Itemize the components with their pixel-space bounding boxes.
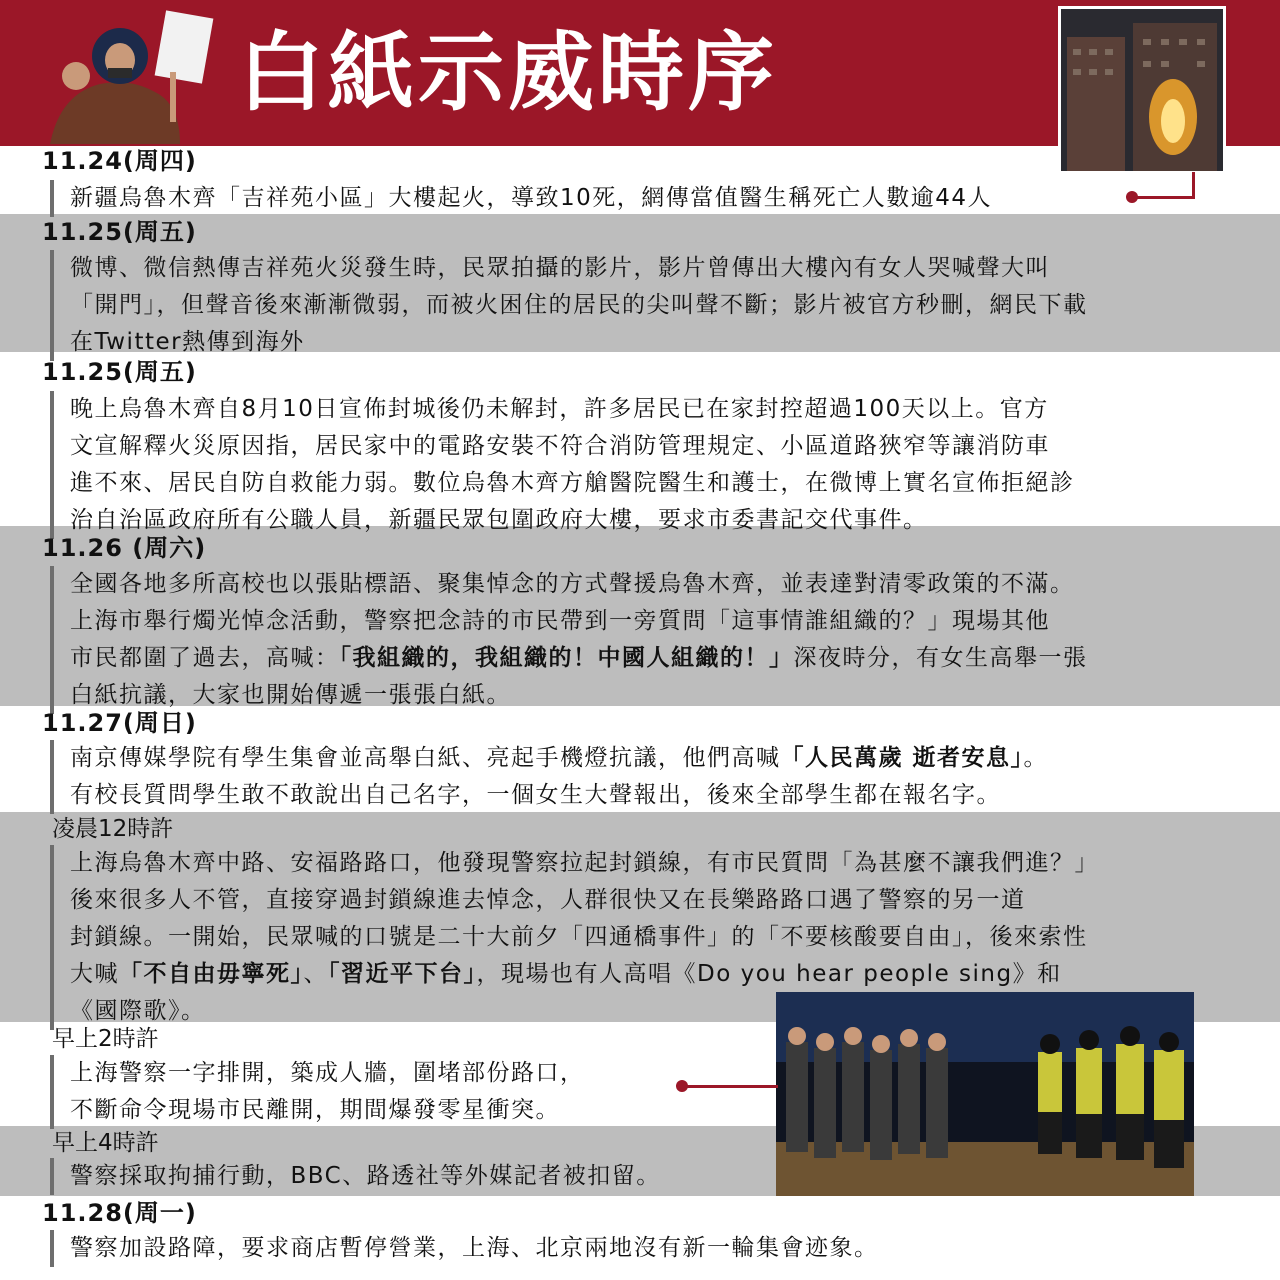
page-title: 白紙示威時序	[238, 22, 778, 123]
event-text	[50, 845, 1099, 1030]
slogan-text: 「我組織的，我組織的！中國人組織的！」	[339, 645, 794, 671]
connector-line	[686, 1085, 778, 1088]
text-line: 微博、微信熱傳吉祥苑火災發生時，民眾拍攝的影片，影片曾傳出大樓內有女人哭喊聲大叫	[70, 255, 1050, 281]
text-line: 白紙抗議，大家也開始傳遞一張張白紙。	[70, 682, 511, 708]
text-span: 、	[303, 961, 328, 987]
text-line: 在Twitter熱傳到海外	[70, 329, 305, 355]
time-label: 凌晨12時許	[52, 816, 174, 842]
text-line	[70, 640, 1088, 677]
event-text	[50, 740, 1048, 814]
text-line: 晚上烏魯木齊自8月10日宣佈封城後仍未解封，許多居民已在家封控超過100天以上。官方	[70, 396, 1049, 422]
text-line: 新疆烏魯木齊「吉祥苑小區」大樓起火，導致10死，網傳當值醫生稱死亡人數逾44人	[70, 185, 993, 211]
text-line	[70, 740, 1048, 777]
connector-line	[1192, 172, 1195, 198]
text-line: 警察加設路障，要求商店暫停營業，上海、北京兩地沒有新一輪集會迹象。	[70, 1235, 879, 1261]
text-span: ，現場也有人高唱《Do you hear people sing》和	[476, 961, 1062, 987]
text-line: 有校長質問學生敢不敢說出自己名字，一個女生大聲報出，後來全部學生都在報名字。	[70, 782, 1001, 808]
text-span: 南京傳媒學院有學生集會並高舉白紙、亮起手機燈抗議，他們高喊	[70, 745, 781, 771]
text-span: 深夜時分，有女生高舉一張	[793, 645, 1088, 671]
slogan-text: 「人民萬歲 逝者安息」	[780, 745, 1024, 771]
text-line: 《國際歌》。	[70, 998, 206, 1024]
text-line: 「開門」，但聲音後來漸漸微弱，而被火困住的居民的尖叫聲不斷；影片被官方秒刪，網民下載	[70, 292, 1088, 318]
text-line: 上海烏魯木齊中路、安福路路口，他發現警察拉起封鎖線，有市民質問「為甚麼不讓我們進？」	[70, 850, 1099, 876]
date-label: 11.24(周四)	[42, 147, 197, 175]
event-text	[50, 250, 1088, 361]
protester-photo	[30, 4, 220, 144]
event-text	[50, 1055, 585, 1129]
connector-line	[1136, 196, 1195, 199]
text-span: 市民都圍了過去，高喊：	[70, 645, 340, 671]
date-label: 11.26 (周六)	[42, 534, 207, 562]
text-line: 後來很多人不管，直接穿過封鎖線進去悼念，人群很快又在長樂路路口遇了警察的另一道	[70, 887, 1026, 913]
text-line	[70, 956, 1099, 993]
text-line: 封鎖線。一開始，民眾喊的口號是二十大前夕「四通橋事件」的「不要核酸要自由」，後來索性	[70, 924, 1088, 950]
event-text	[50, 180, 992, 217]
text-line: 上海市舉行燭光悼念活動，警察把念詩的市民帶到一旁質問「這事情誰組織的？」現場其他	[70, 608, 1050, 634]
slogan-text: 「習近平下台」	[328, 961, 477, 987]
date-label: 11.28(周一)	[42, 1199, 197, 1227]
text-line: 上海警察一字排開，築成人牆，圍堵部份路口，	[70, 1060, 585, 1086]
text-line: 警察採取拘捕行動，BBC、路透社等外媒記者被扣留。	[70, 1163, 661, 1189]
date-label: 11.27(周日)	[42, 709, 197, 737]
event-text	[50, 566, 1088, 714]
date-label: 11.25(周五)	[42, 218, 197, 246]
text-span: 。	[1023, 745, 1049, 771]
connector-dot	[1126, 191, 1138, 203]
text-line: 治自治區政府所有公職人員，新疆民眾包圍政府大樓，要求市委書記交代事件。	[70, 507, 928, 533]
text-span: 大喊	[70, 961, 119, 987]
event-text	[50, 1230, 879, 1267]
text-line: 進不來、居民自防自救能力弱。數位烏魯木齊方艙醫院醫生和護士，在微博上實名宣佈拒絕診	[70, 470, 1075, 496]
time-label: 早上4時許	[52, 1130, 159, 1156]
text-line: 文宣解釋火災原因指，居民家中的電路安裝不符合消防管理規定、小區道路狹窄等讓消防車	[70, 433, 1050, 459]
connector-dot	[676, 1080, 688, 1092]
slogan-text: 「不自由毋寧死」	[119, 961, 304, 987]
date-label: 11.25(周五)	[42, 358, 197, 386]
event-text	[50, 1158, 661, 1195]
event-text	[50, 391, 1075, 539]
burning-building-photo	[1058, 6, 1226, 174]
time-label: 早上2時許	[52, 1026, 159, 1052]
text-line: 全國各地多所高校也以張貼標語、聚集悼念的方式聲援烏魯木齊，並表達對清零政策的不滿。	[70, 571, 1075, 597]
text-line: 不斷命令現場市民離開，期間爆發零星衝突。	[70, 1097, 560, 1123]
